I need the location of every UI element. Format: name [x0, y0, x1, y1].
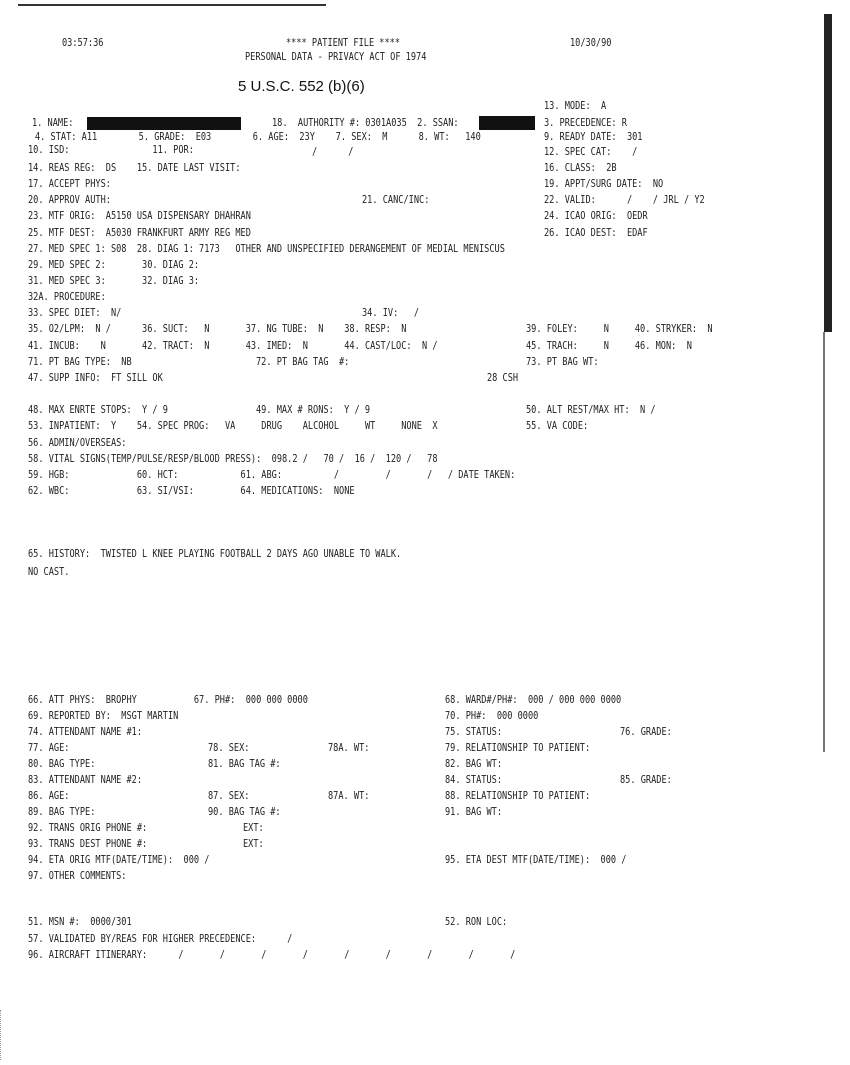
form-field-line: 25. MTF DEST: A5030 FRANKFURT ARMY REG MED — [28, 227, 251, 239]
form-field-line: 45. TRACH: N 46. MON: N — [526, 340, 692, 352]
form-field-line: 75. STATUS: — [445, 726, 503, 738]
form-field-line: 92. TRANS ORIG PHONE #: — [28, 822, 148, 834]
form-field-line: 31. MED SPEC 3: 32. DIAG 3: — [28, 275, 200, 287]
form-field-line: 27. MED SPEC 1: S08 28. DIAG 1: 7173 OTHER AND UNSPECIFIED DERANGEMENT OF MEDIAL MENISCUS — [28, 243, 505, 255]
form-field-line: 20. APPROV AUTH: — [28, 194, 111, 206]
form-field-line: 58. VITAL SIGNS(TEMP/PULSE/RESP/BLOOD PRESS): 098.2 / 70 / 16 / 120 / 78 — [28, 453, 438, 465]
form-field-line: 28 CSH — [487, 372, 519, 384]
report-time: 03:57:36 — [62, 37, 104, 49]
form-field-line: 18. AUTHORITY #: 0301A035 2. SSAN: — [272, 117, 459, 129]
form-field-line: 35. O2/LPM: N / 36. SUCT: N 37. NG TUBE: N 38. RESP: N — [28, 323, 407, 335]
form-field-line: 56. ADMIN/OVERSEAS: — [28, 437, 127, 449]
redacted-name — [87, 117, 241, 130]
form-field-line: 13. MODE: A — [544, 100, 607, 112]
form-field-line: 4. STAT: A11 5. GRADE: E03 6. AGE: 23Y 7. SEX: M 8. WT: 140 — [35, 131, 481, 143]
form-field-line: 87. SEX: — [208, 790, 250, 802]
form-field-line: 78. SEX: — [208, 742, 250, 754]
privacy-exemption-stamp: 5 U.S.C. 552 (b)(6) — [238, 78, 365, 95]
form-field-line: 69. REPORTED BY: MSGT MARTIN — [28, 710, 179, 722]
form-field-line: 3. PRECEDENCE: R — [544, 117, 627, 129]
form-field-line: 97. OTHER COMMENTS: — [28, 870, 127, 882]
redacted-ssan — [479, 116, 535, 130]
form-field-line: 23. MTF ORIG: A5150 USA DISPENSARY DHAHRAN — [28, 210, 251, 222]
form-field-line: 78A. WT: — [328, 742, 370, 754]
form-field-line: EXT: — [243, 838, 264, 850]
form-field-line: 57. VALIDATED BY/REAS FOR HIGHER PRECEDENCE: / — [28, 933, 293, 945]
form-field-line: NO CAST. — [28, 566, 70, 578]
form-field-line: 26. ICAO DEST: EDAF — [544, 227, 648, 239]
form-field-line: 33. SPEC DIET: N/ — [28, 307, 122, 319]
form-field-line: 65. HISTORY: TWISTED L KNEE PLAYING FOOTBALL 2 DAYS AGO UNABLE TO WALK. — [28, 548, 402, 560]
form-field-line: 71. PT BAG TYPE: NB — [28, 356, 132, 368]
form-field-line: 68. WARD#/PH#: 000 / 000 000 0000 — [445, 694, 622, 706]
form-field-line: 86. AGE: — [28, 790, 70, 802]
form-field-line: 74. ATTENDANT NAME #1: — [28, 726, 143, 738]
form-field-line: 87A. WT: — [328, 790, 370, 802]
form-field-line: 41. INCUB: N 42. TRACT: N 43. IMED: N 44. CAST/LOC: N / — [28, 340, 438, 352]
form-field-line: 52. RON LOC: — [445, 916, 508, 928]
left-scan-dots — [0, 1010, 4, 1060]
form-field-line: 24. ICAO ORIG: OEDR — [544, 210, 648, 222]
form-field-line: 9. READY DATE: 301 — [544, 131, 643, 143]
right-scan-edge-thin — [823, 332, 825, 752]
form-field-line: 1. NAME: — [32, 117, 74, 129]
form-field-line: 80. BAG TYPE: — [28, 758, 96, 770]
form-field-line: 55. VA CODE: — [526, 420, 589, 432]
form-field-line: 47. SUPP INFO: FT SILL OK — [28, 372, 163, 384]
form-field-line: 62. WBC: 63. SI/VSI: 64. MEDICATIONS: NONE — [28, 485, 355, 497]
form-field-line: 59. HGB: 60. HCT: 61. ABG: / / / / DATE TAKEN: — [28, 469, 516, 481]
form-field-line: 34. IV: / — [362, 307, 420, 319]
form-field-line: 21. CANC/INC: — [362, 194, 430, 206]
form-field-line: 66. ATT PHYS: BROPHY 67. PH#: 000 000 0000 — [28, 694, 308, 706]
form-field-line: 95. ETA DEST MTF(DATE/TIME): 000 / — [445, 854, 627, 866]
form-field-line: / / — [312, 146, 354, 158]
form-field-line: 73. PT BAG WT: — [526, 356, 599, 368]
report-date: 10/30/90 — [570, 37, 612, 49]
form-field-line: EXT: — [243, 822, 264, 834]
form-field-line: 16. CLASS: 2B — [544, 162, 617, 174]
form-field-line: 51. MSN #: 0000/301 — [28, 916, 132, 928]
form-field-line: 50. ALT REST/MAX HT: N / — [526, 404, 656, 416]
document-title: **** PATIENT FILE **** — [286, 37, 401, 49]
right-scan-edge — [824, 14, 832, 332]
form-field-line: 19. APPT/SURG DATE: NO — [544, 178, 664, 190]
form-field-line: 32A. PROCEDURE: — [28, 291, 106, 303]
form-field-line: 29. MED SPEC 2: 30. DIAG 2: — [28, 259, 200, 271]
form-field-line: 48. MAX ENRTE STOPS: Y / 9 — [28, 404, 168, 416]
form-field-line: 70. PH#: 000 0000 — [445, 710, 539, 722]
form-field-line: 83. ATTENDANT NAME #2: — [28, 774, 143, 786]
form-field-line: 53. INPATIENT: Y 54. SPEC PROG: VA DRUG ALCOHOL WT NONE X — [28, 420, 438, 432]
form-field-line: 79. RELATIONSHIP TO PATIENT: — [445, 742, 591, 754]
form-field-line: 17. ACCEPT PHYS: — [28, 178, 111, 190]
form-field-line: 82. BAG WT: — [445, 758, 503, 770]
form-field-line: 85. GRADE: — [620, 774, 672, 786]
form-field-line: 39. FOLEY: N 40. STRYKER: N — [526, 323, 713, 335]
document-subtitle: PERSONAL DATA - PRIVACY ACT OF 1974 — [245, 51, 427, 63]
form-field-line: 90. BAG TAG #: — [208, 806, 281, 818]
form-field-line: 72. PT BAG TAG #: — [256, 356, 350, 368]
form-field-line: 12. SPEC CAT: / — [544, 146, 638, 158]
form-field-line: 91. BAG WT: — [445, 806, 503, 818]
form-field-line: 96. AIRCRAFT ITINERARY: / / / / / / / / / — [28, 949, 516, 961]
form-field-line: 93. TRANS DEST PHONE #: — [28, 838, 148, 850]
form-field-line: 94. ETA ORIG MTF(DATE/TIME): 000 / — [28, 854, 210, 866]
form-field-line: 77. AGE: — [28, 742, 70, 754]
form-field-line: 88. RELATIONSHIP TO PATIENT: — [445, 790, 591, 802]
form-field-line: 89. BAG TYPE: — [28, 806, 96, 818]
top-scan-line — [18, 4, 326, 6]
form-field-line: 81. BAG TAG #: — [208, 758, 281, 770]
form-field-line: 84. STATUS: — [445, 774, 503, 786]
form-field-line: 22. VALID: / / JRL / Y2 — [544, 194, 705, 206]
form-field-line: 76. GRADE: — [620, 726, 672, 738]
form-field-line: 14. REAS REG: DS 15. DATE LAST VISIT: — [28, 162, 241, 174]
form-field-line: 49. MAX # RONS: Y / 9 — [256, 404, 371, 416]
form-field-line: 10. ISD: 11. POR: — [28, 144, 194, 156]
